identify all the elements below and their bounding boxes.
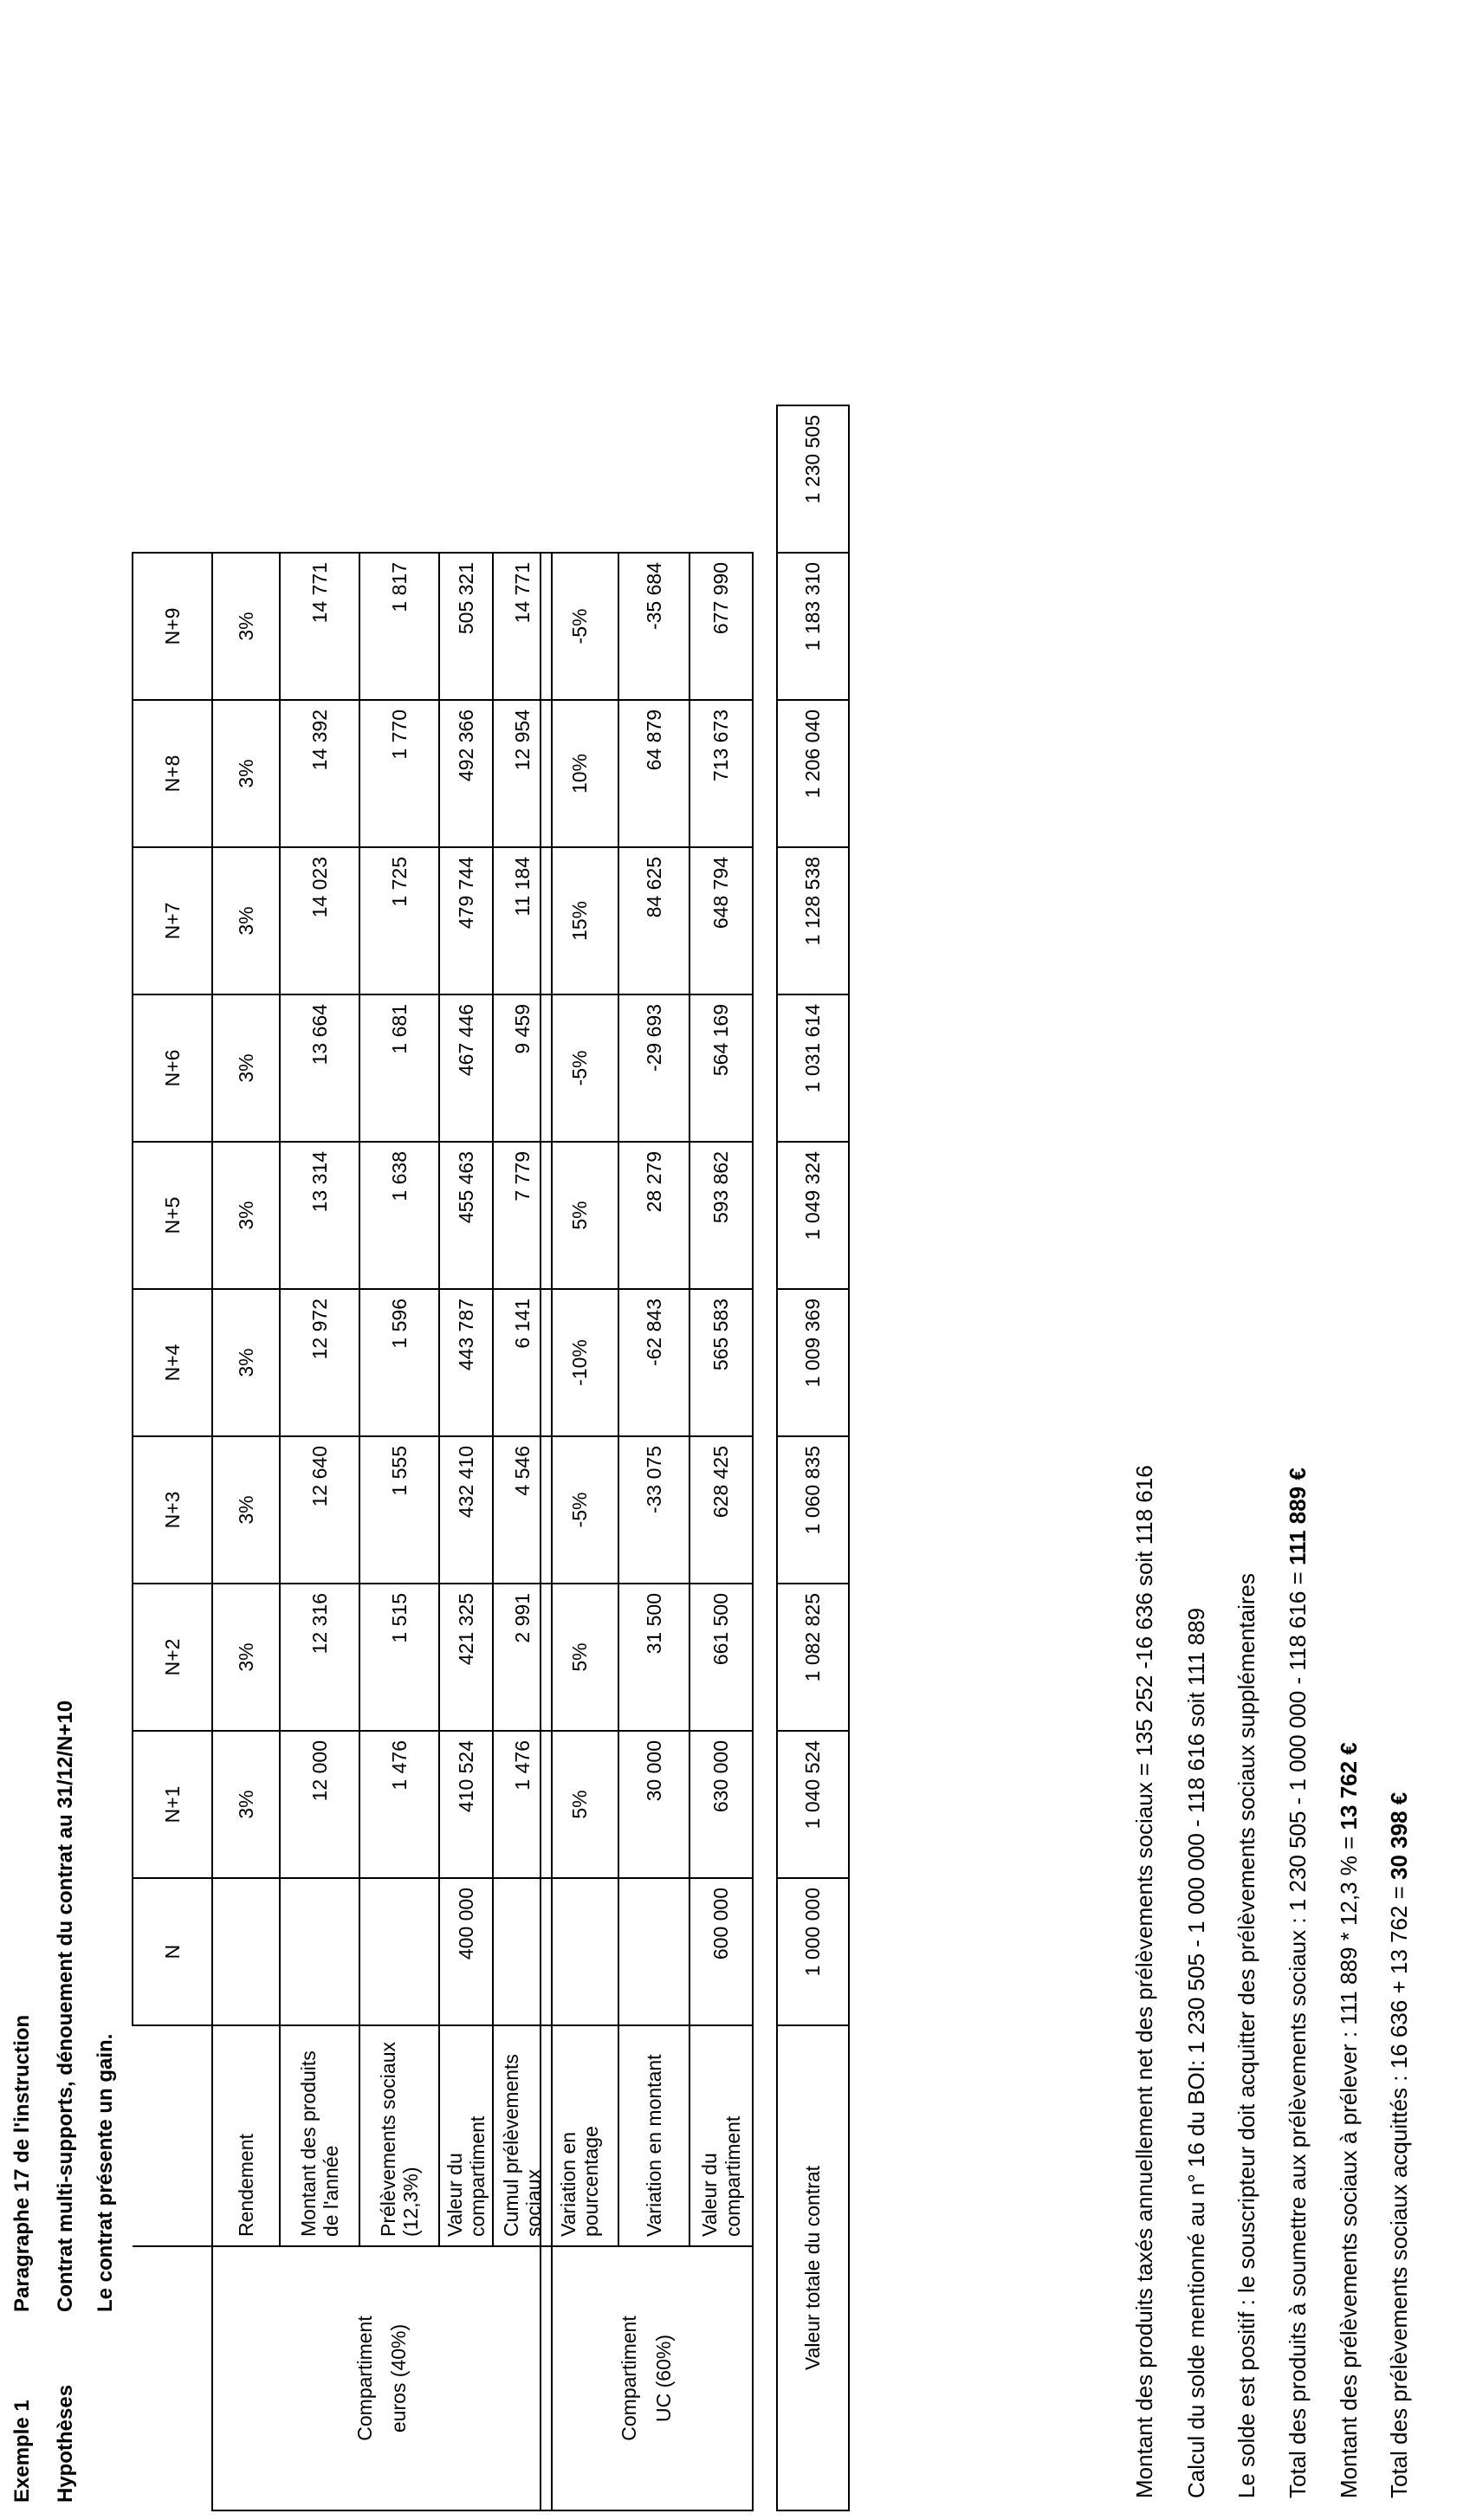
- table-cell: 3%: [212, 1584, 280, 1731]
- table-cell: 3%: [212, 1731, 280, 1878]
- table-cell: 1 060 835: [777, 1436, 849, 1584]
- table-cell: 661 500: [689, 1584, 753, 1731]
- table-cell: 84 625: [618, 847, 689, 994]
- table-cell: 31 500: [618, 1584, 689, 1731]
- uc-group-label: Compartiment UC (60%): [541, 2246, 753, 2510]
- table-cell: 492 366: [439, 700, 493, 847]
- table-cell: 9 459: [493, 994, 552, 1142]
- table-cell: 1 128 538: [777, 847, 849, 994]
- table-cell: 3%: [212, 847, 280, 994]
- euros-rendement-row: [212, 553, 280, 2510]
- table-cell: 14 771: [493, 553, 552, 700]
- table-cell: 1 082 825: [777, 1584, 849, 1731]
- year-header-row: [133, 553, 212, 2510]
- note-result-4: 111 889 €: [1285, 1467, 1311, 1565]
- euros-valeur-row: [439, 553, 493, 2510]
- euros-prelevements-row: [359, 553, 439, 2510]
- table-cell: 3%: [212, 1436, 280, 1584]
- year-cell: N+1: [133, 1731, 212, 1878]
- table-cell: 1 230 505: [777, 405, 849, 553]
- table-cell: 1 040 524: [777, 1731, 849, 1878]
- table-cell: 10%: [541, 700, 618, 847]
- paragraph-reference: Paragraphe 17 de l'instruction: [10, 2014, 34, 2312]
- table-cell: 12 954: [493, 700, 552, 847]
- table-cell: 432 410: [439, 1436, 493, 1584]
- table-cell: 11 184: [493, 847, 552, 994]
- table-cell: 12 972: [280, 1289, 359, 1436]
- example-label: Exemple 1: [10, 2400, 34, 2503]
- note-line-4: Total des produits à soumettre aux prélèvements sociaux : 1 230 505 - 1 000 000 - 118 616 = 111 889 €: [1285, 1467, 1311, 2498]
- table-cell: 1 638: [359, 1142, 439, 1289]
- row-label: Cumul prélèvements sociaux: [493, 2025, 552, 2246]
- total-label: Valeur totale du contrat: [777, 2025, 849, 2510]
- table-cell: 630 000: [689, 1731, 753, 1878]
- row-label: Prélèvements sociaux (12,3%): [359, 2025, 439, 2246]
- table-cell: 13 664: [280, 994, 359, 1142]
- table-cell: [280, 1878, 359, 2025]
- table-cell: 1 031 614: [777, 994, 849, 1142]
- uc-montant-row: [618, 553, 689, 2510]
- table-cell: 1 596: [359, 1289, 439, 1436]
- table-cell: 15%: [541, 847, 618, 994]
- table-cell: 677 990: [689, 553, 753, 700]
- note-line-6: Total des prélèvements sociaux acquittés : 16 636 + 13 762 = 30 398 €: [1386, 1791, 1412, 2498]
- table-cell: [359, 1878, 439, 2025]
- table-cell: 3%: [212, 1289, 280, 1436]
- table-cell: 64 879: [618, 700, 689, 847]
- year-cell: N+5: [133, 1142, 212, 1289]
- table-cell: 600 000: [689, 1878, 753, 2025]
- table-cell: -5%: [541, 1436, 618, 1584]
- table-cell: 4 546: [493, 1436, 552, 1584]
- hypotheses-label: Hypothèses: [54, 2384, 77, 2503]
- table-cell: 5%: [541, 1584, 618, 1731]
- table-cell: -5%: [541, 553, 618, 700]
- total-table: [776, 405, 850, 2511]
- row-label: Rendement: [212, 2025, 280, 2246]
- table-cell: 5%: [541, 1731, 618, 1878]
- table-cell: -5%: [541, 994, 618, 1142]
- gain-statement: Le contrat présente un gain.: [94, 2033, 117, 2312]
- table-cell: 443 787: [439, 1289, 493, 1436]
- euros-table: [132, 552, 553, 2511]
- table-cell: 1 725: [359, 847, 439, 994]
- row-label: Variation en montant: [618, 2025, 689, 2246]
- note-result-6: 30 398 €: [1386, 1791, 1412, 1880]
- table-cell: 400 000: [439, 1878, 493, 2025]
- table-cell: 14 392: [280, 700, 359, 847]
- note-result-5: 13 762 €: [1336, 1742, 1362, 1830]
- contract-description: Contrat multi-supports, dénouement du contrat au 31/12/N+10: [54, 1700, 77, 2312]
- table-cell: 1 770: [359, 700, 439, 847]
- table-cell: 6 141: [493, 1289, 552, 1436]
- uc-table: [540, 552, 754, 2511]
- table-cell: 1 049 324: [777, 1142, 849, 1289]
- table-cell: 410 524: [439, 1731, 493, 1878]
- table-cell: 1 206 040: [777, 700, 849, 847]
- table-cell: 564 169: [689, 994, 753, 1142]
- table-cell: 14 771: [280, 553, 359, 700]
- table-cell: 1 515: [359, 1584, 439, 1731]
- table-cell: [212, 1878, 280, 2025]
- euros-group-label: Compartiment euros (40%): [212, 2246, 552, 2510]
- table-cell: 13 314: [280, 1142, 359, 1289]
- table-cell: -35 684: [618, 553, 689, 700]
- table-cell: 565 583: [689, 1289, 753, 1436]
- table-cell: 467 446: [439, 994, 493, 1142]
- year-cell: N+4: [133, 1289, 212, 1436]
- table-cell: 12 640: [280, 1436, 359, 1584]
- table-cell: 3%: [212, 994, 280, 1142]
- year-cell: N+7: [133, 847, 212, 994]
- row-label: Valeur du compartiment: [439, 2025, 493, 2246]
- note-line-2: Calcul du solde mentionné au n° 16 du BOI: 1 230 505 - 1 000 000 - 118 616 soit 111 889: [1183, 1607, 1209, 2498]
- year-cell: N+3: [133, 1436, 212, 1584]
- table-cell: 1 009 369: [777, 1289, 849, 1436]
- table-cell: -29 693: [618, 994, 689, 1142]
- table-cell: 3%: [212, 1142, 280, 1289]
- table-cell: 1 681: [359, 994, 439, 1142]
- uc-pourcentage-row: [541, 553, 618, 2510]
- note-line-3: Le solde est positif : le souscripteur doit acquitter des prélèvements sociaux supplémentaires: [1233, 1572, 1259, 2498]
- table-cell: 12 316: [280, 1584, 359, 1731]
- year-cell: N+8: [133, 700, 212, 847]
- year-cell: N+2: [133, 1584, 212, 1731]
- table-cell: 5%: [541, 1142, 618, 1289]
- table-cell: [541, 1878, 618, 2025]
- table-cell: -10%: [541, 1289, 618, 1436]
- table-cell: 3%: [212, 700, 280, 847]
- row-label: Variation en pourcentage: [541, 2025, 618, 2246]
- note-line-5: Montant des prélèvements sociaux à prélever : 111 889 * 12,3 % = 13 762 €: [1336, 1742, 1362, 2498]
- year-cell: N: [133, 1878, 212, 2025]
- table-cell: 12 000: [280, 1731, 359, 1878]
- year-cell: N+6: [133, 994, 212, 1142]
- total-row: [777, 405, 849, 2510]
- table-cell: 1 476: [493, 1731, 552, 1878]
- table-cell: 2 991: [493, 1584, 552, 1731]
- table-cell: 505 321: [439, 553, 493, 700]
- table-cell: 14 023: [280, 847, 359, 994]
- table-cell: 1 476: [359, 1731, 439, 1878]
- table-cell: 628 425: [689, 1436, 753, 1584]
- table-cell: [618, 1878, 689, 2025]
- table-cell: 479 744: [439, 847, 493, 994]
- table-cell: 421 325: [439, 1584, 493, 1731]
- row-label: Valeur du compartiment: [689, 2025, 753, 2246]
- table-cell: -33 075: [618, 1436, 689, 1584]
- table-cell: 593 862: [689, 1142, 753, 1289]
- table-cell: 28 279: [618, 1142, 689, 1289]
- table-cell: 1 817: [359, 553, 439, 700]
- table-cell: -62 843: [618, 1289, 689, 1436]
- note-line-1: Montant des produits taxés annuellement net des prélèvements sociaux = 135 252 -16 636 soit 118 616: [1131, 1465, 1157, 2498]
- uc-valeur-row: [689, 553, 753, 2510]
- row-label: Montant des produits de l'année: [280, 2025, 359, 2246]
- table-cell: 455 463: [439, 1142, 493, 1289]
- table-cell: 1 000 000: [777, 1878, 849, 2025]
- table-cell: 713 673: [689, 700, 753, 847]
- year-cell: N+9: [133, 553, 212, 700]
- table-cell: 30 000: [618, 1731, 689, 1878]
- table-cell: 1 555: [359, 1436, 439, 1584]
- table-cell: 648 794: [689, 847, 753, 994]
- euros-produits-row: [280, 553, 359, 2510]
- table-cell: 7 779: [493, 1142, 552, 1289]
- table-cell: 1 183 310: [777, 553, 849, 700]
- table-cell: 3%: [212, 553, 280, 700]
